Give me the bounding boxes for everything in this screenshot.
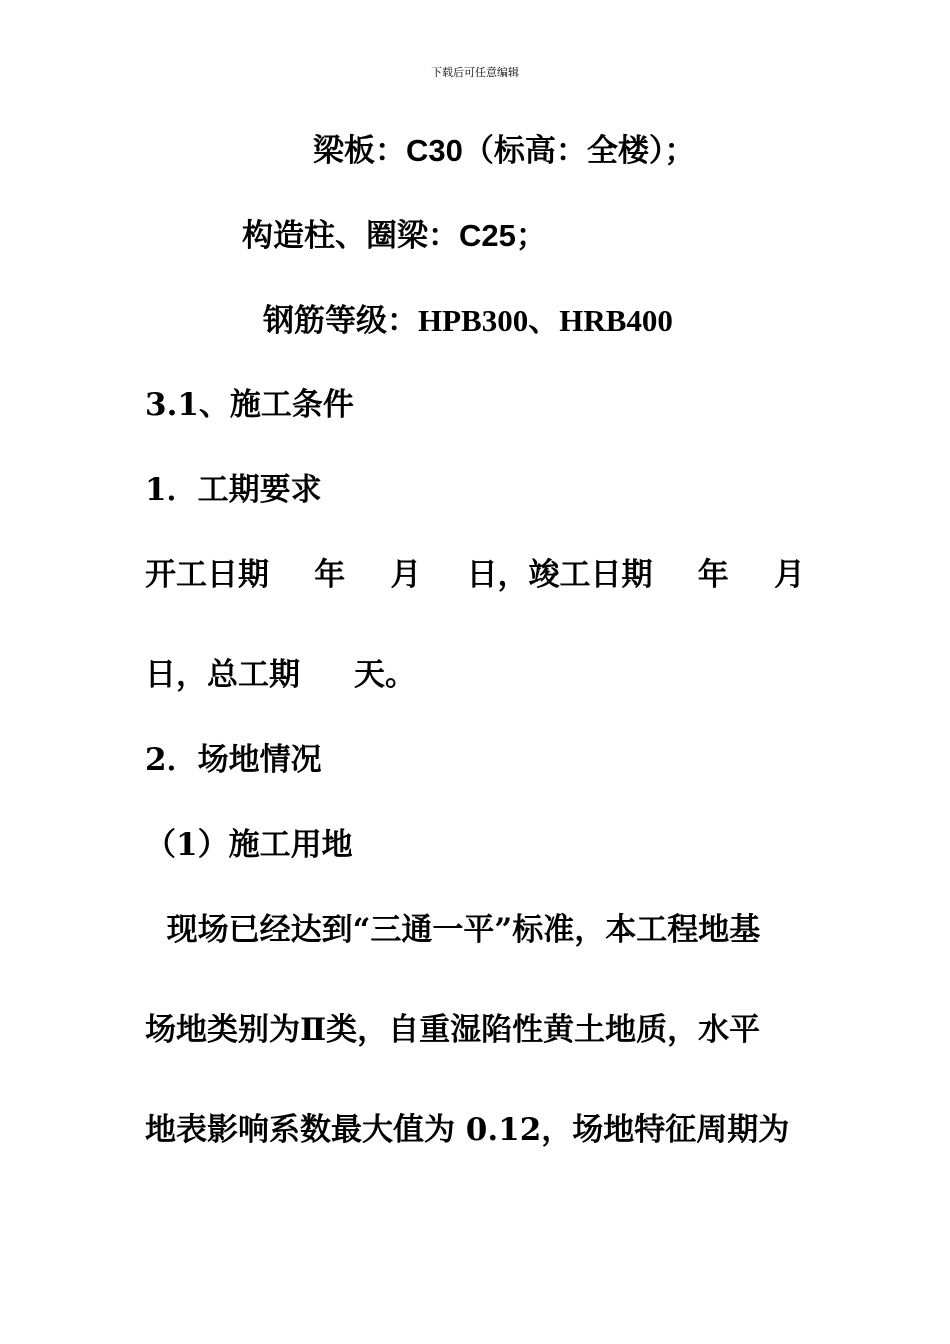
concrete-grade-column — [242, 220, 547, 252]
rebar-grade — [263, 305, 673, 337]
schedule-heading: 1．工期要求 — [145, 472, 322, 508]
column-suffix: ； — [515, 218, 547, 254]
column-grade: C25 — [459, 218, 516, 253]
beam-slab-prefix: 梁板： — [313, 133, 406, 169]
concrete-grade-beam-slab — [313, 135, 695, 167]
site-paragraph-line-3: 地表影响系数最大值为 0.12，场地特征周期为 — [145, 1112, 790, 1148]
page-header-note: 下载后可任意编辑 — [431, 66, 519, 79]
schedule-line-1 — [145, 557, 805, 593]
section-heading: 3.1、施工条件 — [145, 387, 354, 423]
start-year: 年 — [314, 557, 346, 593]
rebar-prefix: 钢筋等级： — [263, 303, 418, 339]
site-land-heading: （1）施工用地 — [145, 827, 353, 863]
beam-slab-grade: C30 — [406, 133, 463, 168]
schedule-line-2: 日，总工期 天。 — [145, 657, 416, 693]
rebar-value: HPB300、HRB400 — [418, 303, 673, 338]
completion-month: 月 — [773, 557, 805, 593]
site-paragraph-line-1: 现场已经达到“三通一平”标准，本工程地基 — [145, 912, 761, 948]
start-date-label: 开工日期 — [145, 557, 269, 593]
beam-slab-suffix: （标高：全楼）； — [462, 133, 696, 169]
start-month: 月 — [390, 557, 422, 593]
completion-year: 年 — [697, 557, 729, 593]
completion-date-label: 日，竣工日期 — [466, 557, 653, 593]
site-heading: 2．场地情况 — [145, 742, 322, 778]
column-prefix: 构造柱、圈梁： — [242, 218, 459, 254]
site-paragraph-line-2: 场地类别为Ⅱ类，自重湿陷性黄土地质，水平 — [145, 1012, 761, 1048]
